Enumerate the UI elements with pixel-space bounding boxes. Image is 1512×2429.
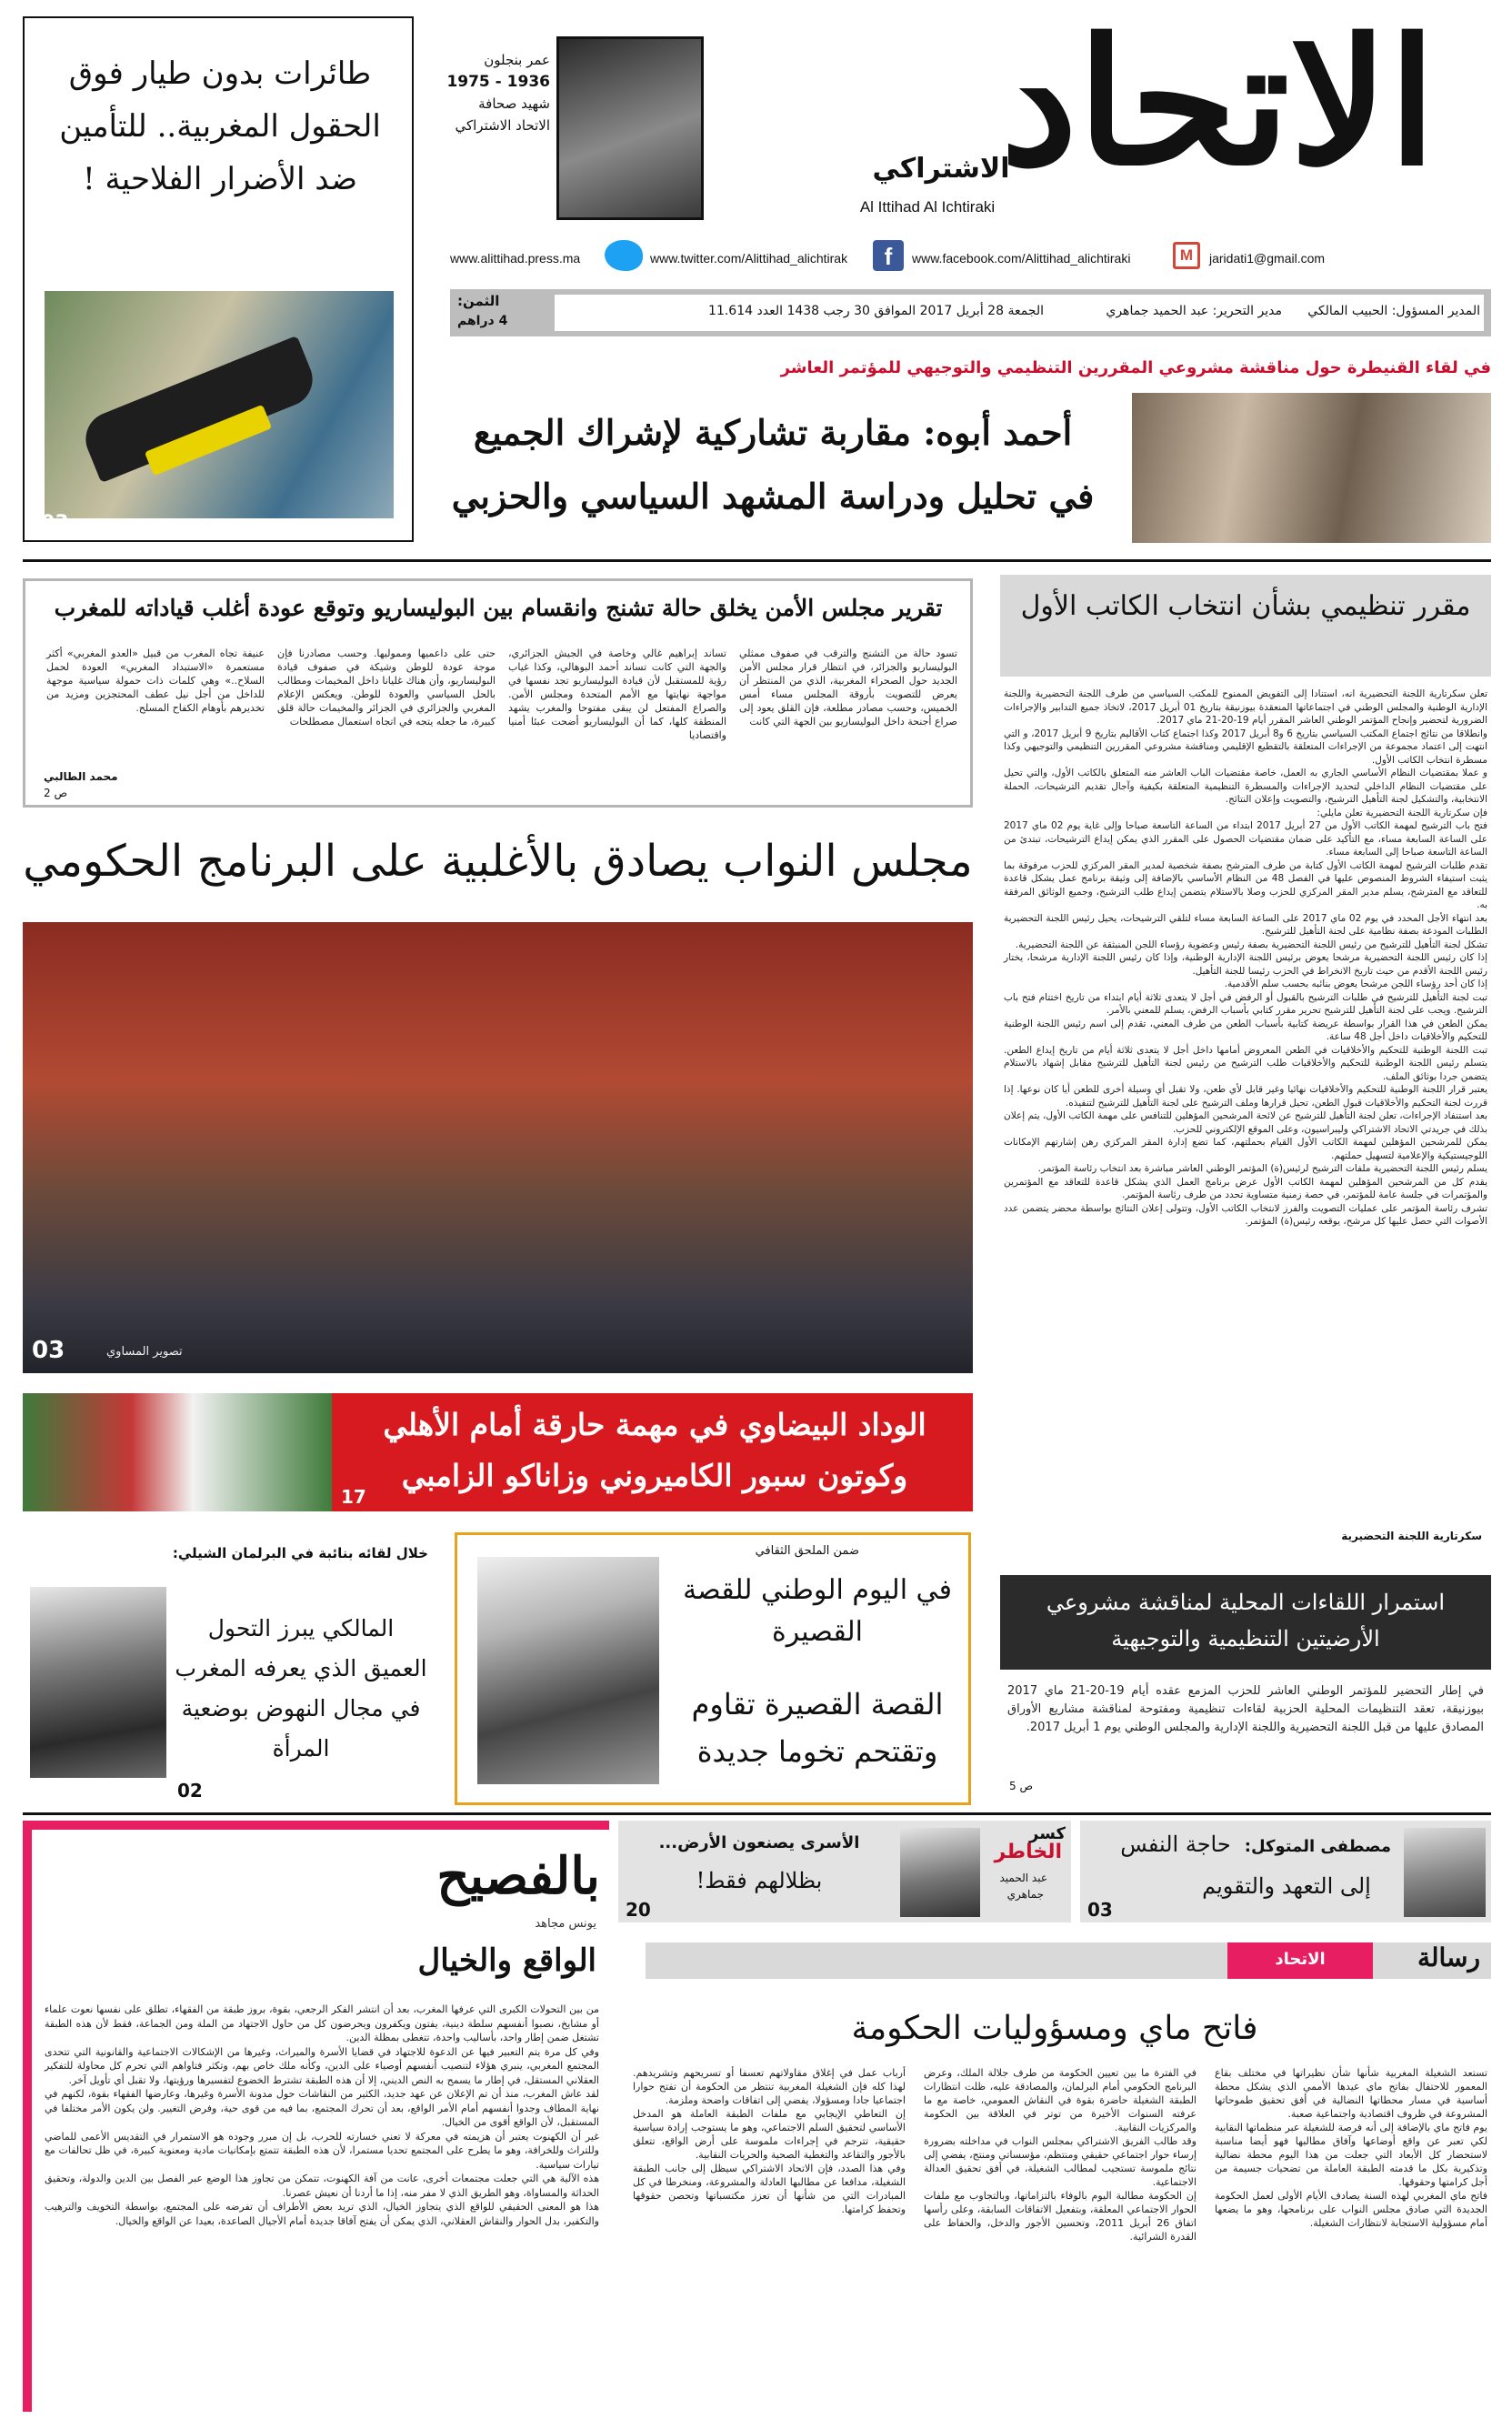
meetings-page: ص 5	[1009, 1780, 1033, 1792]
malki-headline: المالكي يبرز التحول العميق الذي يعرفه المغرب في مجال النهوض بوضعية المرأة	[175, 1615, 427, 1762]
mutawakil-author: مصطفى المتوكل:	[1244, 1837, 1391, 1856]
risala-headline: فاتح ماي ومسؤوليات الحكومة	[851, 2010, 1258, 2047]
bilfassih-headline: الواقع والخيال	[417, 1942, 596, 1979]
meetings-headline: استمرار اللقاءات المحلية لمناقشة مشروعي الأرضيتين التنظيمية والتوجيهية	[1046, 1590, 1446, 1651]
drone-page-number: 03	[41, 512, 69, 535]
martyr-caption-1: شهيد صحافة	[478, 95, 550, 112]
jamahri-title-2: بظلالهم فقط!	[696, 1868, 823, 1893]
bilfassih-column[interactable]	[23, 1821, 609, 2412]
polisario-headline: تقرير مجلس الأمن يخلق حالة تشنج وانقسام بين البوليساريو وتوقع عودة أغلب قياداته للمغرب	[54, 595, 943, 621]
parliament-headline: مجلس النواب يصادق بالأغلبية على البرنامج الحكومي	[23, 836, 973, 887]
twitter-icon	[605, 240, 643, 271]
martyr-caption	[427, 49, 550, 136]
director-name: المدير المسؤول: الحبيب المالكي	[1307, 304, 1480, 318]
polisario-col-2: تساند إبراهيم غالي وخاصة في الجيش الجزائري، والجهة التي كانت تساند أحمد البوهالي، وكذا غياب رؤية للمستقبل لأن قيادة البوليساريو تجد نفسها في مواجهة نهايتها مع الأمم المتحدة ومجلس الأمن. والصراع المفتعل لن يبقى مفتوحا والمغرب يشهد المنطقة كلها، كما أن البوليساريو أضحت عبئا أمنيا واقتصاديا	[505, 647, 726, 741]
masthead-logo-sub: الاشتراكي	[872, 153, 1010, 185]
parliament-page-number: 03	[32, 1337, 65, 1364]
bureau-body: تعلن سكرتارية اللجنة التحضيرية انه، استنادا إلى التفويض الممنوح للمكتب السياسي من طرف اللجنة التحضيرية واللجنة الإدارية الوطنية والمجلس الوطني في اجتماعاتها المنعقدة بيوزنيقة بتاريخ 01 أبريل 2017، لاتخاذ جميع التدابير والإجراءات الضرورية لتحضير وإنجاح المؤتمر الوطني العاشر المقرر أيام 19-20-21 ماي 2017. وانطلاقا من نتائج اجتماع المكتب السياسي بتاريخ 6 و8 أبريل 2017 وكذا اجتماع كتاب الأقاليم بتاريخ 9 أبريل 2017، و التي انتهت إلى اعتماد مجموعة من الإجراءات المتعلقة بالتقطيع الإقليمي ومناقشة مشروعي المقررين التنظيمي والتوجيهي وكذا مسطرة انتخاب الكاتب الأول. و عملا بمقتضيات النظام الأساسي الجاري به العمل، خاصة مقتضيات الباب العاشر منه المتعلق بالكاتب الأول، والتي تحيل على مقتضيات النظام الداخلي لتحديد الإجراءات والمسطرة التنظيمية المتعلقة بكيفية وآجال تقديم الترشيحات، الحملة الانتخابية، والتشكيل لجنة التأهيل الترشيح، والتصويت وإعلان النتائج. فإن سكرتارية اللجنة التحضيرية تعلن مايلي: فتح باب الترشيح لمهمة الكاتب الأول من 27 أبريل 2017 ابتداء من الساعة التاسعة صباحا وإلى غاية يوم 02 ماي 2017 على الساعة السابعة مساء، مع التأكيد على ضمان مقتضيات الحصول على المقرر الذي يمكن إيداع الترشيحات، تبتدئ من الساعة التاسعة صباحا إلى السابعة مساء. تقدم طلبات الترشيح لمهمة الكاتب الأول كتابة من طرف المترشح بصفة شخصية لمدير المقر المركزي للحزب مرفوقة بما يثبت استيفاء الشروط المنصوص عليها في الفصل 48 من النظام الأساسي بالإضافة إلى وثيقة برنامج عمل يشكل قاعدة للتعاقد مع المترشح، يسلم مدير المقر المركزي للحزب وصلا بالاستلام يتضمن إيداع طلب الترشيح، وجميع الوثائق المرفقة به. بعد انتهاء الأجل المحدد في يوم 02 ماي 2017 على الساعة السابعة مساء لتلقي الترشيحات، يحيل رئيس اللجنة التحضيرية الطلبات المودعة بصفة نظامية على لجنة التأهيل للترشيح. تشكل لجنة التأهيل للترشيح من رئيس اللجنة التحضيرية بصفة رئيس وعضوية رؤساء اللجن المنبثقة عن اللجنة التحضيرية. إذا كان رئيس اللجنة التحضيرية مرشحا يعوض برئيس اللجنة الإدارية الوطنية، وإذا كان رئيس اللجنة الإدارية مرشحا، يختار رئيس اللجنة الأقدم من حيث تاريخ الانخراط في الحزب رئيسا للجنة التأهيل. إذا كان أحد رؤساء اللجن مرشحا يعوض بنائبه بحسب سلم الأقدمية. تبت لجنة التأهيل للترشيح في طلبات الترشيح بالقبول أو الرفض في أجل لا يتعدى ثلاثة أيام ابتداء من تاريخ اختتام فتح باب الترشيح. ويجب على لجنة التأهيل للترشيح تحرير مقرر كتابي بأسباب الرفض، يسلم للمعني بالأمر. يمكن الطعن في هذا القرار بواسطة عريضة كتابية بأسباب الطعن من طرف المعني، تقدم إلى اسم رئيس اللجنة الوطنية للتحكيم والأخلاقيات داخل أجل 48 ساعة. تبت اللجنة الوطنية للتحكيم والأخلاقيات في الطعن المعروض أمامها داخل أجل لا يتعدى ثلاثة أيام من تاريخ إيداع الطعن. يتسلم رئيس اللجنة الوطنية للتحكيم والأخلاقيات طلب الترشيح من رئيس لجنة التأهيل للترشيح مقابل إشهاد بالاستلام يتضمن جردا بوثائق الملف. يعتبر قرار اللجنة الوطنية للتحكيم والأخلاقيات نهائيا وغير قابل لأي طعن، ولا تقبل أي وسيلة أخرى للطعن أيا كان نوعها. إذا قررت لجنة التحكيم والأخلاقيات قبول الطعن، تحيل قرارها وملف الترشيح على لجنة التأهيل للترشيح لتنفيذه. بعد استنفاد الإجراءات، تعلن لجنة التأهيل للترشيح عن لائحة المرشحين المؤهلين للتنافس على مهمة الكاتب الأول، يتم إعلان بذلك في جريدتي الاتحاد الاشتراكي وليبراسيون، وعلى الموقع الإلكتروني للحزب. يمكن للمرشحين المؤهلين لمهمة الكاتب الأول القيام بحملتهم، كما تضع إدارة المقر المركزي رهن إشارتهم الإمكانات اللوجيستيكية والإعلامية لتسهيل حملتهم. يسلم رئيس اللجنة التحضيرية ملفات الترشيح لرئيس(ة) المؤتمر الوطني العاشر مباشرة بعد انتخاب رئاسة المؤتمر. يقدم كل من المرشحين المؤهلين لمهمة الكاتب الأول عرض برنامج العمل الذي يشكل قاعدة للتعاقد مع المؤتمرين والمؤتمرات في جلسة عامة للمؤتمر، في حصة زمنية متساوية تحدد من طرف رئاسة المؤتمر. تشرف رئاسة المؤتمر على عمليات التصويت والفرز لانتخاب الكاتب الأول، وتتولى إعلان النتائج بواسطة محضر يتضمن عدد الأصوات التي حصل عليها كل مرشح، يوقعه رئيس(ة) المؤتمر.	[1004, 688, 1488, 1227]
lead-story[interactable]	[427, 355, 1491, 549]
jamahri-author-1: عبد الحميد	[999, 1872, 1047, 1884]
drone-headline: طائرات بدون طيار فوق الحقول المغربية.. للتأمين ضد الأضرار الفلاحية !	[59, 55, 381, 197]
price-label: الثمن:	[457, 293, 500, 309]
twitter-link[interactable]: www.twitter.com/Alittihad_alichtirak	[650, 251, 848, 266]
issue-bar	[450, 289, 1491, 336]
malki-kicker: خلال لقائه بنائبة في البرلمان الشيلي:	[172, 1545, 428, 1561]
malki-photo	[30, 1587, 166, 1778]
meetings-story[interactable]	[1000, 1575, 1491, 1802]
masthead-logo-latin: Al Ittihad Al Ichtiraki	[859, 198, 996, 216]
bureau-headline: مقرر تنظيمي بشأن انتخاب الكاتب الأول	[1020, 590, 1471, 622]
culture-story[interactable]	[455, 1532, 971, 1805]
martyr-years: 1936 - 1975	[446, 73, 550, 91]
bilfassih-brand: بالفصيح	[436, 1846, 600, 1906]
culture-kicker: ضمن الملحق الثقافي	[755, 1544, 859, 1558]
risala-col-1: تستعد الشغيلة المغربية شأنها شأن نظيراتها في مختلف بقاع المعمور للاحتفال بفاتح ماي عيدها الأممي الذي يشكل محطة أساسية في مسار محطاتها النضالية في أفق تحقيق طموحاتها المشروعة في ظروف اقتصادية واجتماعية صعبة. يوم فاتح ماي بالإضافة إلى أنه فرصة للشغيلة عبر منظماتها النقابية لكي تعبر عن واقع أوضاعها وآفاق مطالبها فهو أيضا مناسبة لاستحضار كل الأبعاد التي جعلت من هذا اليوم محطة نضالية وتذكيرية بكل ما قدمته الطبقة العاملة من تضحيات جسيمة من أجل كرامتها وحقوقها. فاتح ماي المغربي لهذه السنة يصادف الأيام الأولى لعمل الحكومة الجديدة التي صادق مجلس النواب على برنامجها، وهو ما يضعها أمام مسؤولية الاستجابة لانتظارات الشغيلة.	[1215, 2067, 1487, 2229]
lead-photo	[1132, 393, 1491, 543]
jamahri-title-1: الأسرى يصنعون الأرض...	[658, 1833, 860, 1852]
martyr-portrait	[556, 36, 704, 220]
drone-story[interactable]	[23, 16, 414, 542]
column-teaser-jamahri[interactable]	[618, 1821, 1071, 1922]
culture-headline-2: القصة القصيرة تقاوم وتقتحم تخوما جديدة	[691, 1687, 944, 1769]
website-link[interactable]: www.alittihad.press.ma	[450, 251, 581, 266]
issue-date: الجمعة 28 أبريل 2017 الموافق 30 رجب 1438 العدد 11.614	[708, 304, 1044, 318]
contact-strip	[450, 238, 1491, 276]
lead-headline-2: في تحليل ودراسة المشهد السياسي والحزبي	[451, 476, 1095, 517]
culture-headline-1: في اليوم الوطني للقصة القصيرة	[683, 1574, 952, 1648]
email-link[interactable]: jaridati1@gmail.com	[1209, 251, 1326, 266]
facebook-link[interactable]: www.facebook.com/Alittihad_alichtiraki	[912, 251, 1131, 266]
jamahri-brand-1: كسر	[1029, 1824, 1066, 1843]
divider-bottom	[23, 1812, 1491, 1815]
martyr-caption-2: الاتحاد الاشتراكي	[455, 117, 550, 134]
mutawakil-title-2: إلى التعهد والتقويم	[1202, 1873, 1371, 1899]
drone-photo	[45, 291, 394, 518]
sports-photo	[23, 1393, 332, 1511]
lead-headline-1: أحمد أبوه: مقاربة تشاركية لإشراك الجميع	[473, 412, 1073, 453]
polisario-page: ص 2	[44, 787, 67, 799]
polisario-col-1: تسود حالة من التشنج والترقب في صفوف ممثلي البوليساريو والجزائر، في انتظار قرار مجلس الأمن الجديد حول الصحراء المغربية، الذي من المنتظر أن يعرض للتصويت بأروقة المجلس مساء أمس الخميس، وحسب مصادر مطلعة، فإن القلق يعود إلى صراع أجنحة داخل البوليساريو بين الجهة التي كانت	[736, 647, 957, 728]
polisario-col-4: عنيفة تجاه المغرب من قبيل «العدو المغربي» أكثر مستعمرة «الاستبداد المغربي» العودة لحمل السلاح..» وهي كلمات ذات حمولة سياسية موجهة للداخل من أجل نيل عطف المحتجزين ومزيد من تخديرهم بأوهام الكفاح المسلح.	[43, 647, 265, 714]
parliament-photo-credit: تصوير المساوي	[106, 1345, 183, 1359]
drone-shape	[77, 336, 320, 483]
jamahri-brand-2: الخاطر	[994, 1841, 1062, 1863]
meetings-body: في إطار التحضير للمؤتمر الوطني العاشر للحزب المزمع عقده أيام 19-20-21 ماي 2017 بيوزنيقة، تعقد التنظيمات المحلية الحزبية لقاءات تنظيمية ومفتوحة لمناقشة مشاريع الأوراق المصادق عليها من قبل اللجنة التحضيرية واللجنة الإدارية والمجلس الوطني يوم 1 أبريل 2017.	[1003, 1684, 1485, 1734]
sports-headline-2: وكوتون سبور الكاميروني وزاناكو الزامبي	[401, 1458, 908, 1493]
polisario-col-3: حتى على داعميها ومموليها. وحسب مصادرنا فإن موجة عودة للوطن وشيكة في صفوف قيادة البوليساريو، وأن هناك غليانا داخل المخيمات ومطالب بالحل السياسي والعودة للوطن. ويعكس الإعلام المغربي والجزائري في الجزائر والمخيمات حالة قلق كبيرة، ما جعله يتجه في اتجاه استعمال مصطلحات	[274, 647, 496, 728]
bilfassih-author: يونس مجاهد	[535, 1917, 596, 1931]
sports-page-number: 17	[341, 1486, 366, 1508]
malki-page-number: 02	[177, 1780, 203, 1802]
polisario-byline: محمد الطالبي	[44, 770, 118, 783]
price-value: 4 دراهم	[457, 314, 508, 328]
jamahri-page-number: 20	[626, 1899, 651, 1921]
mutawakil-photo	[1404, 1828, 1486, 1917]
malki-story[interactable]	[23, 1532, 439, 1805]
mutawakil-title-1: حاجة النفس	[1120, 1832, 1231, 1857]
risala-brand: الاتحاد	[1275, 1950, 1326, 1969]
risala-col-3: أرباب عمل في إغلاق مقاولاتهم تعسفا أو تسريحهم وتشريدهم. لهذا كله فإن الشغيلة المغربية تنتظر من الحكومة أن تفتح حوارا اجتماعيا جادا ومسؤولا، يفضي إلى اتفاقات واضحة وملزمة. إن التعاطي الإيجابي مع ملفات الطبقة العاملة هو المدخل الأساسي لتحقيق السلم الاجتماعي، وهو ما يستوجب إرادة سياسية حقيقية، تترجم في إجراءات ملموسة على أرض الواقع، تتعلق بالأجور والتقاعد والتغطية الصحية والحريات النقابية. وفي هذا الصدد، فإن الاتحاد الاشتراكي سيظل إلى جانب الطبقة الشغيلة، مدافعا عن مطالبها العادلة والمشروعة، ومنخرطا في كل المبادرات التي من شأنها أن تعزز مكتسباتها وتحصن حقوقها وتحفظ كرامتها.	[633, 2067, 906, 2215]
martyr-name: عمر بنجلون	[484, 52, 550, 68]
jamahri-author-2: جماهري	[1006, 1888, 1044, 1901]
gmail-icon: M	[1173, 242, 1200, 269]
bilfassih-body: من بين التحولات الكبرى التي عرفها المغرب، بعد أن انتشر الفكر الرجعي، بقوة، بروز طبقة من الفقهاء، تطلق على نفسها نعوت علماء أو مشايخ، نصبوا أنفسهم سلطة دينية، يفتون ويكفرون ويحرضون كل من حاول الاجتهاد من الملة ومن الجماعة، فقط لأن هذه الطبقة تشتغل ضمن إطار واحد، بأساليب واحدة، تتغطى بمظلة الدين. وفي كل مرة يتم التعبير فيها عن الدعوة للاجتهاد في قضايا الأسرة والميراث، وغيرها من الإشكالات الاجتماعية والقانونية التي تتحدى المجتمع المغربي، ينبري هؤلاء لتنصيب أنفسهم أوصياء على الدين، وكأنه ملك خاص بهم، وتكثر فتاواهم التي تحرم كل محاولة للتفكير العقلاني المستقل، في إطار ما يسمح به النص الديني، إلا أن هذه الطبقة تشترط الخضوع لتفسيرها ورؤيتها، ولا تقبل أي تأويل آخر. لقد عاش المغرب، منذ أن تم الإعلان عن عهد جديد، الكثير من النقاشات حول مدونة الأسرة وغيرها، وعارضها الفقهاء بقوة، لكنهم في نهاية المطاف وجدوا أنفسهم أمام الأمر الواقع، بعد أن تحرك المجتمع، بما فيه من قوى حية، وفرض التغيير. ولن يكون الأمر مختلفا في المستقبل، لأن الواقع أقوى من الخيال. غير أن الكهنوت يعتبر أن هزيمته في معركة لا تعني خسارته للحرب، بل إن مبرر وجوده هو الاستمرار في التقديس الأعمى للماضي وللتراث وللخرافة، وهو ما يطرح على المجتمع تحديا مستمرا، لأن هذه الطبقة تتمتع بإمكانيات مادية ومعنوية كبيرة، في ظل تحالفات مع تيارات سياسية. هذه الآلية هي التي جعلت مجتمعات أخرى، عانت من آفة الكهنوت، تتمكن من تجاوز هذا الوضع عبر الفصل بين الدين والدولة، وتحقيق الحداثة والمساواة، وهو الطريق الذي لا مفر منه، إذا ما أردنا أن نعيش عصرنا. هذا هو المعنى الحقيقي للواقع الذي يتجاوز الخيال، الذي تريد بعض الأطراف أن تفرضه على المجتمع، بواسطة التخويف والترهيب والتكفير، بدل الحوار والنقاش العقلاني، الذي يمكن أن يفتح آفاقا جديدة أمام الأجيال الصاعدة، بعيدا عن الواقع والخيال.	[45, 2003, 599, 2227]
sports-headline-1: الوداد البيضاوي في مهمة حارقة أمام الأهلي	[383, 1407, 926, 1442]
bureau-signature: سكرتارية اللجنة التحضيرية	[1341, 1530, 1482, 1542]
editor-name: مدير التحرير: عبد الحميد جماهري	[1106, 304, 1282, 318]
sports-story[interactable]	[23, 1393, 973, 1511]
mutawakil-page-number: 03	[1087, 1899, 1113, 1921]
risala-col-2: في الفترة ما بين تعيين الحكومة من طرف جلالة الملك، وعرض البرنامج الحكومي أمام البرلمان، والمصادقة عليه، ظلت انتظارات الطبقة الشغيلة حاضرة بقوة في النقاش العمومي، خاصة مع ما عرفته السنوات الأخيرة من توتر في العلاقة بين الحكومة والمركزيات النقابية. وقد طالب الفريق الاشتراكي بمجلس النواب في مداخلته بضرورة إرساء حوار اجتماعي حقيقي ومنتظم، مؤسساتي ومنتج، يفضي إلى نتائج ملموسة تستجيب لمطالب الشغيلة، في أفق تحقيق العدالة الاجتماعية. إن الحكومة مطالبة اليوم بالوفاء بالتزاماتها، وبالتجاوب مع ملفات الحوار الاجتماعي المعلقة، وبتفعيل الاتفاقات السابقة، وعلى رأسها اتفاق 26 أبريل 2011، وتحسين الأجور والدخل، والحفاظ على القدرة الشرائية.	[924, 2067, 1197, 2243]
facebook-icon: f	[873, 240, 904, 271]
divider-top	[23, 559, 1491, 562]
jamahri-photo	[900, 1828, 980, 1917]
risala-label: رسالة	[1417, 1942, 1480, 1972]
culture-photo	[477, 1557, 659, 1784]
parliament-photo	[23, 922, 973, 1373]
parliament-story[interactable]	[23, 820, 973, 1373]
polisario-story[interactable]	[23, 578, 973, 808]
masthead-logo: الاتحاد	[1000, 1, 1437, 204]
risala-column[interactable]	[618, 1930, 1491, 2412]
lead-kicker: في لقاء القنيطرة حول مناقشة مشروعي المقررين التنظيمي والتوجيهي للمؤتمر العاشر	[780, 358, 1491, 377]
sports-banner	[332, 1393, 973, 1511]
column-teaser-mutawakil[interactable]	[1080, 1821, 1491, 1922]
bureau-story[interactable]	[1000, 575, 1491, 1566]
